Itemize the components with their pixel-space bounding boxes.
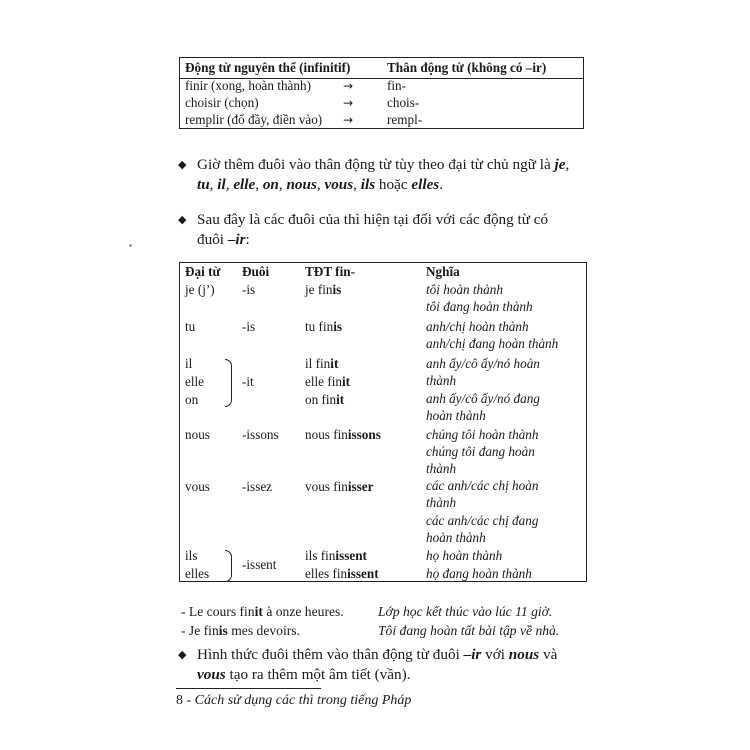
diamond-bullet-icon: ◆ xyxy=(178,648,187,661)
stem-cell: chois- xyxy=(387,95,420,110)
form-stem: ils fin xyxy=(305,548,336,563)
punct: , xyxy=(209,176,218,193)
meaning-cell: anh ấy/cô ấy/nó hoàn xyxy=(426,356,540,371)
right-arrow-icon: → xyxy=(343,96,354,110)
pronoun-tu: tu xyxy=(197,176,210,193)
ending-cell: -issez xyxy=(242,479,273,494)
pronoun-cell: ils xyxy=(185,548,198,563)
example-translation: Tôi đang hoàn tất bài tập về nhà. xyxy=(378,623,560,638)
ending-cell: -issent xyxy=(242,557,277,572)
form-ending: issent xyxy=(335,548,367,563)
meaning-cell: chúng tôi đang hoàn xyxy=(426,444,535,459)
form-stem: elle fin xyxy=(305,374,342,389)
pronoun-cell: nous xyxy=(185,427,210,442)
text-run: - Je fin xyxy=(181,623,219,638)
footer-dash: - xyxy=(183,693,195,708)
infinitive-cell: remplir (đổ đầy, điền vào) xyxy=(185,112,323,127)
meaning-cell: chúng tôi hoàn thành xyxy=(426,427,539,442)
brace-icon xyxy=(225,550,232,582)
form-cell xyxy=(305,426,381,444)
punct: , xyxy=(565,156,570,173)
meaning-cell: hoàn thành xyxy=(426,408,486,423)
form-cell xyxy=(305,373,350,391)
ending-ir: –ir xyxy=(227,231,246,248)
meaning-cell: anh ấy/cô ấy/nó đang xyxy=(426,391,540,406)
example-french xyxy=(181,603,344,621)
form-stem: elles fin xyxy=(305,566,348,581)
meaning-cell: thành xyxy=(426,373,457,388)
punct: , xyxy=(225,176,234,193)
form-stem: nous fin xyxy=(305,427,348,442)
meaning-cell: các anh/các chị hoàn xyxy=(426,478,539,493)
text-run: đuôi xyxy=(197,231,228,248)
stem-cell: fin- xyxy=(387,78,407,93)
table-row xyxy=(180,94,583,112)
form-cell xyxy=(305,318,342,336)
pronoun-nous: nous xyxy=(286,176,317,193)
example-translation: Lớp học kết thúc vào lúc 11 giờ. xyxy=(378,604,553,619)
pronoun-on: on xyxy=(262,176,279,193)
text-run: Hình thức đuôi thêm vào thân động từ đuôi xyxy=(197,646,464,663)
pronoun-cell: il xyxy=(185,356,193,371)
meaning-cell: họ hoàn thành xyxy=(426,548,503,563)
meaning-cell: họ đang hoàn thành xyxy=(426,566,532,581)
pronoun-vous: vous xyxy=(197,666,226,683)
pronoun-cell: vous xyxy=(185,479,210,494)
pronoun-il: il xyxy=(217,176,226,193)
form-cell xyxy=(305,281,341,299)
ending-cell: -is xyxy=(242,282,256,297)
table-header-infinitive: Động từ nguyên thể (infinitif) xyxy=(185,60,351,75)
form-stem: vous fin xyxy=(305,479,348,494)
ending-cell: -issons xyxy=(242,427,279,442)
meaning-cell: hoàn thành xyxy=(426,530,486,545)
punct: . xyxy=(439,176,444,193)
infinitive-stem-table xyxy=(179,57,584,129)
form-ending: issent xyxy=(347,566,379,581)
form-ending: it xyxy=(341,374,351,389)
ending-bold: is xyxy=(218,623,228,638)
bullet-text xyxy=(197,645,592,685)
table-row xyxy=(180,111,583,129)
right-arrow-icon: → xyxy=(343,113,354,127)
form-ending: is xyxy=(332,282,342,297)
pronoun-nous: nous xyxy=(508,646,540,663)
text-run: à onze heures. xyxy=(262,604,344,619)
meaning-cell: anh/chị đang hoàn thành xyxy=(426,336,559,351)
stem-cell: rempl- xyxy=(387,112,423,127)
form-stem: tu fin xyxy=(305,319,334,334)
meaning-cell: tôi đang hoàn thành xyxy=(426,299,533,314)
form-ending: it xyxy=(330,356,339,371)
punct: , xyxy=(255,176,263,193)
page-number: 8 xyxy=(176,693,183,708)
text-run: Sau đây là các đuôi của thì hiện tại đối với các động từ có xyxy=(197,211,549,228)
meaning-cell: thành xyxy=(426,495,457,510)
bullet-text xyxy=(197,210,592,250)
text-run: mes devoirs. xyxy=(227,623,300,638)
text-run: với xyxy=(481,646,509,663)
form-cell xyxy=(305,478,374,496)
page-footer xyxy=(176,693,411,709)
punct: , xyxy=(278,176,287,193)
print-speck xyxy=(129,244,132,247)
infinitive-cell: finir (xong, hoàn thành) xyxy=(185,78,311,93)
text-run: Giờ thêm đuôi vào thân động từ tùy theo đại từ chủ ngữ là xyxy=(197,156,555,173)
table-row xyxy=(180,77,583,95)
pronoun-je: je xyxy=(554,156,566,173)
pronoun-elle: elle xyxy=(233,176,256,193)
form-cell xyxy=(305,355,338,373)
example-french xyxy=(181,622,300,640)
text-run: và xyxy=(539,646,558,663)
form-cell xyxy=(305,391,344,409)
form-stem: on fin xyxy=(305,392,337,407)
header-ending: Đuôi xyxy=(242,264,270,279)
pronoun-cell: on xyxy=(185,392,199,407)
header-form: TĐT fin- xyxy=(305,264,355,279)
header-meaning: Nghĩa xyxy=(426,264,460,279)
pronoun-cell: je (j’) xyxy=(185,282,215,297)
form-cell xyxy=(305,565,379,583)
infinitive-cell: choisir (chọn) xyxy=(185,95,259,110)
ending-bold: it xyxy=(254,604,263,619)
punct: : xyxy=(245,231,250,248)
table-header-stem: Thân động từ (không có –ir) xyxy=(387,60,547,75)
book-title: Cách sử dụng các thì trong tiếng Pháp xyxy=(194,693,412,708)
conjugation-table xyxy=(179,262,587,582)
form-ending: is xyxy=(333,319,343,334)
meaning-cell: tôi hoàn thành xyxy=(426,282,503,297)
form-cell xyxy=(305,547,367,565)
ending-ir: –ir xyxy=(463,646,482,663)
pronoun-ils: ils xyxy=(360,176,376,193)
pronoun-cell: elles xyxy=(185,566,210,581)
pronoun-cell: elle xyxy=(185,374,205,389)
pronoun-elles: elles xyxy=(411,176,440,193)
form-stem: je fin xyxy=(305,282,333,297)
form-ending: issons xyxy=(347,427,381,442)
form-stem: il fin xyxy=(305,356,331,371)
pronoun-cell: tu xyxy=(185,319,196,334)
bullet-text xyxy=(197,155,592,195)
text-run: - Le cours fin xyxy=(181,604,255,619)
text-run: hoặc xyxy=(375,176,412,193)
right-arrow-icon: → xyxy=(343,79,354,93)
ending-cell: -is xyxy=(242,319,256,334)
meaning-cell: các anh/các chị đang xyxy=(426,513,539,528)
form-ending: isser xyxy=(347,479,374,494)
punct: , xyxy=(316,176,325,193)
punct: , xyxy=(353,176,361,193)
diamond-bullet-icon: ◆ xyxy=(178,158,187,171)
brace-icon xyxy=(225,359,232,407)
text-run: tạo ra thêm một âm tiết (vần). xyxy=(225,666,411,683)
form-ending: it xyxy=(336,392,345,407)
meaning-cell: thành xyxy=(426,461,457,476)
diamond-bullet-icon: ◆ xyxy=(178,213,187,226)
pronoun-vous: vous xyxy=(324,176,354,193)
meaning-cell: anh/chị hoàn thành xyxy=(426,319,529,334)
header-pronoun: Đại từ xyxy=(185,264,221,279)
ending-cell: -it xyxy=(242,374,254,389)
footer-rule xyxy=(176,688,321,689)
